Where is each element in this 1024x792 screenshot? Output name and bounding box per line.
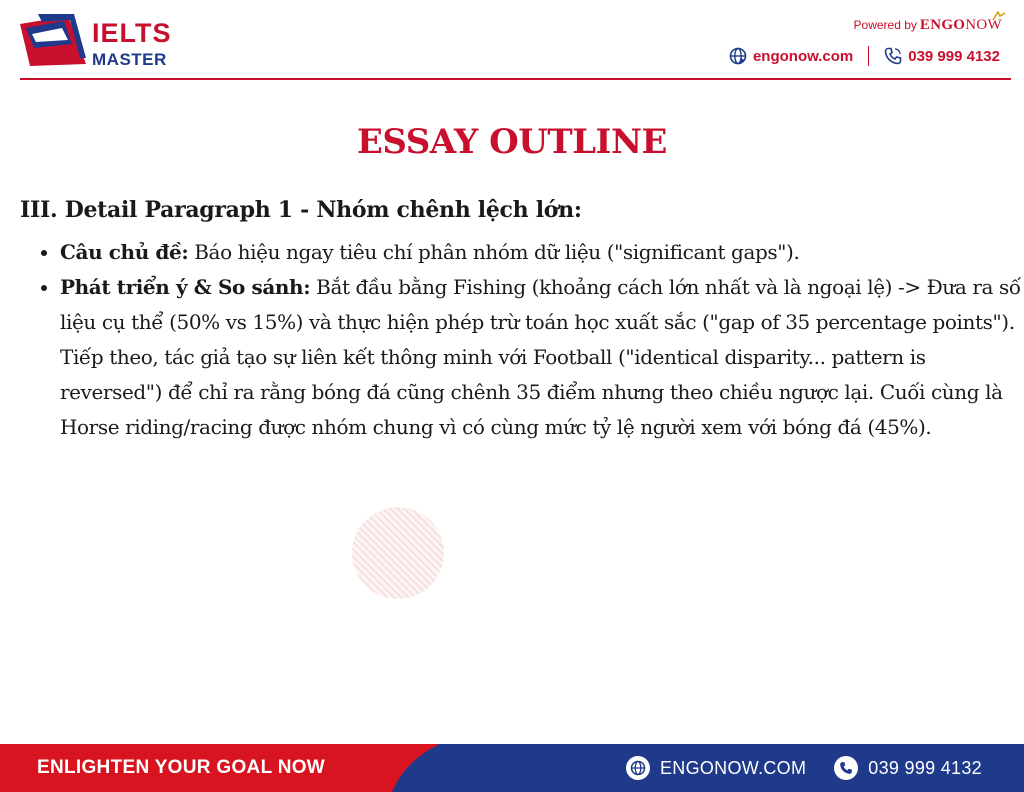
footer-website[interactable] bbox=[626, 756, 806, 780]
header-website[interactable] bbox=[729, 47, 853, 65]
section-heading: III. Detail Paragraph 1 - Nhóm chênh lệch lớn: bbox=[20, 197, 582, 223]
footer-slogan: ENLIGHTEN YOUR GOAL NOW bbox=[37, 757, 326, 778]
footer-contact bbox=[626, 744, 982, 792]
header-website-text: engonow.com bbox=[752, 47, 854, 65]
bullet-item bbox=[36, 235, 1024, 270]
page-title: ESSAY OUTLINE bbox=[357, 122, 667, 162]
brand-end: NOW bbox=[965, 17, 1002, 33]
brand-main: ENGO bbox=[919, 17, 966, 33]
powered-by-brand bbox=[920, 17, 1002, 34]
header-contact-divider bbox=[868, 46, 869, 66]
footer-website-text: ENGONOW.COM bbox=[659, 757, 807, 778]
header-phone-text: 039 999 4132 bbox=[908, 47, 1000, 65]
logo-text-master: MASTER bbox=[92, 50, 167, 69]
header-divider bbox=[20, 78, 1011, 80]
bullet-lead: Phát triển ý & So sánh: bbox=[60, 275, 311, 299]
footer-phone-text: 039 999 4132 bbox=[868, 757, 982, 778]
decorative-circle bbox=[352, 507, 444, 599]
phone-icon bbox=[834, 756, 858, 780]
globe-icon bbox=[729, 47, 747, 65]
bullet-list bbox=[36, 235, 1024, 445]
globe-icon bbox=[626, 756, 650, 780]
phone-icon bbox=[884, 47, 902, 65]
powered-by bbox=[854, 17, 1002, 34]
bullet-text: Bắt đầu bằng Fishing (khoảng cách lớn nhất và là ngoại lệ) -> Đưa ra số liệu cụ thể (50% vs 15%) và thực hiện phép trừ toán học xuất sắc ("gap of 35 percentage points"). Tiếp theo, tác giả tạo sự liên kết thông minh với Football ("identical disparity... pattern is reversed") để chỉ ra rằng bóng đá cũng chênh 35 điểm nhưng theo chiều ngược lại. Cuối cùng là Horse riding/racing được nhóm chung vì có cùng mức tỷ lệ người xem với bóng đá (45%). bbox=[60, 275, 1021, 439]
bullet-lead: Câu chủ đề: bbox=[60, 240, 189, 264]
powered-by-prefix: Powered by bbox=[853, 18, 917, 32]
logo-mark-icon bbox=[20, 14, 86, 68]
footer-phone[interactable] bbox=[834, 756, 982, 780]
ielts-master-logo bbox=[20, 14, 190, 70]
header-contact bbox=[729, 46, 1000, 66]
footer-bar bbox=[0, 744, 1024, 792]
engonow-mark-icon bbox=[992, 11, 1006, 21]
bullet-item bbox=[36, 270, 1024, 445]
header-phone[interactable] bbox=[884, 47, 1000, 65]
logo-text-ielts: IELTS bbox=[92, 18, 172, 48]
bullet-text: Báo hiệu ngay tiêu chí phân nhóm dữ liệu ("significant gaps"). bbox=[188, 240, 800, 264]
